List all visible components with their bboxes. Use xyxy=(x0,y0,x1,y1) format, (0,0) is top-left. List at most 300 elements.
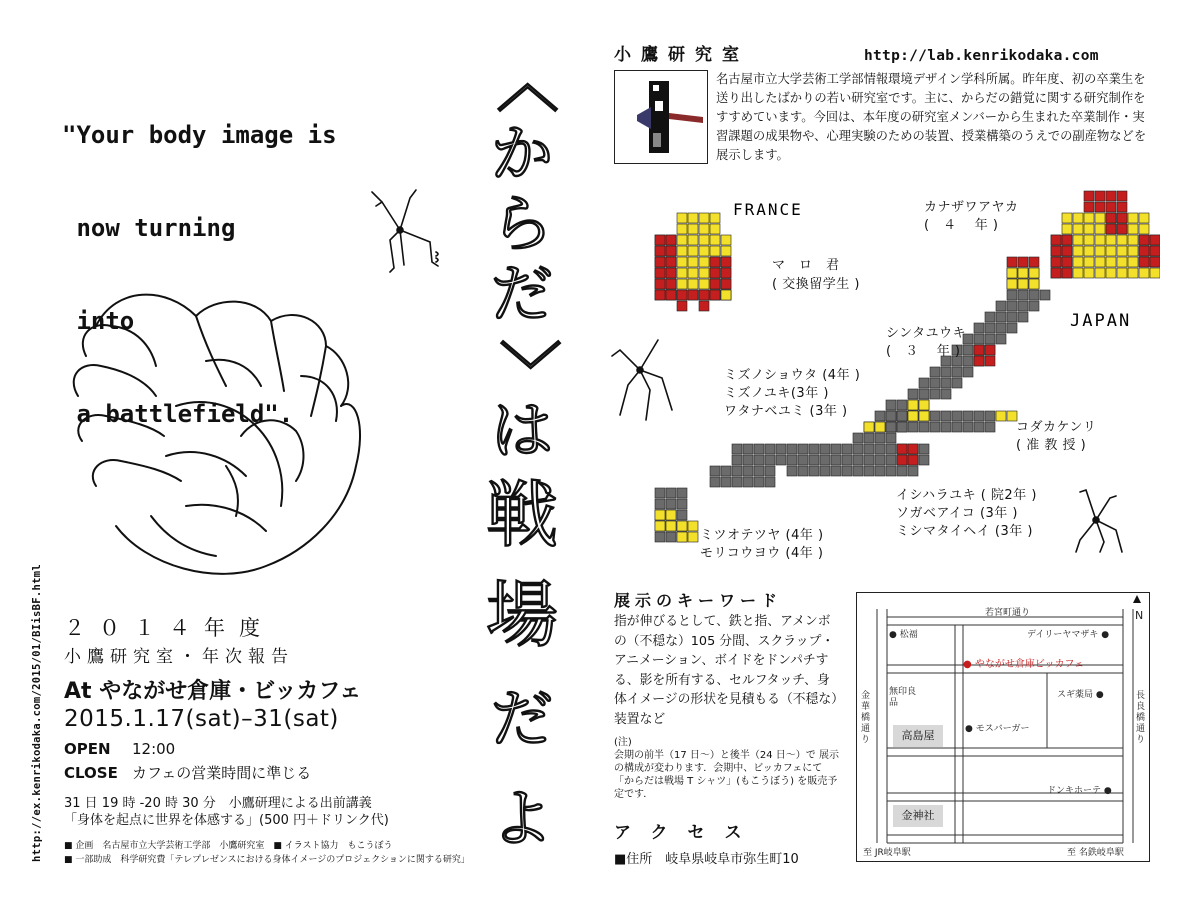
pixel-cell xyxy=(930,422,940,432)
pixel-cell xyxy=(655,279,665,289)
clasped-hands-illustration xyxy=(56,266,386,596)
pixel-cell xyxy=(1040,290,1050,300)
pixel-cell xyxy=(677,279,687,289)
pixel-cell xyxy=(1139,235,1149,245)
street-label: 金華橋通り xyxy=(861,691,871,745)
pixel-cell xyxy=(765,455,775,465)
pixel-cell xyxy=(875,466,885,476)
pixel-cell xyxy=(655,246,665,256)
pixel-cell xyxy=(996,312,1006,322)
year-title: ２０１４年度 xyxy=(64,616,274,640)
pixel-cell xyxy=(688,521,698,531)
side-url[interactable]: http://ex.kenrikodaka.com/2015/01/BIisBF.html xyxy=(31,564,43,862)
pixel-cell xyxy=(963,367,973,377)
pixel-cell xyxy=(677,290,687,300)
pixel-cell xyxy=(1051,268,1061,278)
title-char: 戦 xyxy=(485,473,559,557)
pixel-cell xyxy=(952,422,962,432)
pixel-cell xyxy=(1106,202,1116,212)
pixel-cell xyxy=(1095,191,1105,201)
pixel-cell xyxy=(853,444,863,454)
pixel-cell xyxy=(897,455,907,465)
pixel-cell xyxy=(699,290,709,300)
pixel-cell xyxy=(1018,312,1028,322)
pixel-cell xyxy=(721,257,731,267)
note-block xyxy=(614,736,842,801)
pixel-cell xyxy=(1117,235,1127,245)
pixel-cell xyxy=(886,466,896,476)
pixel-cell xyxy=(1117,213,1127,223)
pixel-cell xyxy=(1095,224,1105,234)
kinjinja-block: 金神社 xyxy=(893,805,943,827)
member-name: シンタユウキ xyxy=(886,326,967,341)
pixel-cell xyxy=(677,499,687,509)
pixel-cell xyxy=(710,246,720,256)
pixel-cell xyxy=(820,455,830,465)
member-pixel-map xyxy=(600,180,1160,570)
pixel-cell xyxy=(985,422,995,432)
pixel-cell xyxy=(919,378,929,388)
pixel-cell xyxy=(897,466,907,476)
pixel-cell xyxy=(985,312,995,322)
pixel-cell xyxy=(1007,312,1017,322)
pixel-cell xyxy=(1007,268,1017,278)
member-name: ミズノショウタ (4年 ) xyxy=(724,368,861,383)
pixel-cell xyxy=(787,455,797,465)
pixel-cell xyxy=(886,411,896,421)
lab-report-title: 小鷹研究室・年次報告 xyxy=(64,647,294,667)
pixel-cell xyxy=(1106,191,1116,201)
pixel-cell xyxy=(710,213,720,223)
pixel-cell xyxy=(1007,257,1017,267)
pixel-cell xyxy=(798,455,808,465)
pixel-cell xyxy=(1073,235,1083,245)
pixel-cell xyxy=(996,301,1006,311)
pixel-cell xyxy=(908,466,918,476)
pixel-cell xyxy=(1062,257,1072,267)
member-name: カナザワアヤカ xyxy=(924,200,1019,215)
pixel-cell xyxy=(919,400,929,410)
pixel-cell xyxy=(699,246,709,256)
pixel-cell xyxy=(908,389,918,399)
pixel-cell xyxy=(1139,213,1149,223)
pixel-cell xyxy=(666,521,676,531)
pixel-cell xyxy=(754,455,764,465)
pixel-cell xyxy=(1073,213,1083,223)
map-landmark: スギ薬局 ● xyxy=(1057,690,1104,700)
pixel-cell xyxy=(710,224,720,234)
title-char: だ xyxy=(490,682,554,755)
open-value: 12:00 xyxy=(132,740,176,758)
pixel-cell xyxy=(666,235,676,245)
pixel-cell xyxy=(765,466,775,476)
pixel-cell xyxy=(666,268,676,278)
pixel-cell xyxy=(677,246,687,256)
venue-title: At やながせ倉庫・ビッカフェ xyxy=(64,679,362,704)
pixel-cell xyxy=(1128,246,1138,256)
pixel-cell xyxy=(710,257,720,267)
pixel-cell xyxy=(1106,246,1116,256)
pixel-cell xyxy=(842,444,852,454)
pixel-cell xyxy=(875,422,885,432)
pixel-cell xyxy=(798,466,808,476)
note-label: (注) xyxy=(614,737,632,748)
pixel-cell xyxy=(908,400,918,410)
pixel-cell xyxy=(1117,257,1127,267)
pixel-cell xyxy=(699,235,709,245)
pixel-cell xyxy=(1062,213,1072,223)
pixel-cell xyxy=(1029,301,1039,311)
pixel-cell xyxy=(1128,235,1138,245)
pixel-cell xyxy=(732,444,742,454)
pixel-cell xyxy=(974,345,984,355)
stick-figure-illustration xyxy=(1076,490,1122,552)
map-landmark: ● 松福 xyxy=(889,630,918,640)
venue-marker[interactable]: ● やながせ倉庫ビッカフェ xyxy=(963,659,1085,670)
pixel-cell xyxy=(688,268,698,278)
pixel-cell xyxy=(1106,213,1116,223)
member-role: ( 准 教 授 ) xyxy=(1016,438,1087,453)
title-char: 〈 xyxy=(489,50,562,114)
pixel-cell xyxy=(1150,268,1160,278)
title-char: 〉 xyxy=(492,338,565,402)
pixel-cell xyxy=(897,444,907,454)
pixel-cell xyxy=(941,422,951,432)
title-char: は xyxy=(490,394,554,467)
pixel-cell xyxy=(1007,301,1017,311)
pixel-cell xyxy=(743,444,753,454)
pixel-cell xyxy=(1062,268,1072,278)
map-landmark: デイリーヤマザキ ● xyxy=(1027,630,1110,640)
stick-figure-illustration xyxy=(612,340,672,420)
pixel-cell xyxy=(765,444,775,454)
pixel-cell xyxy=(864,422,874,432)
pixel-cell xyxy=(1139,224,1149,234)
close-hours xyxy=(64,762,311,783)
pixel-cell xyxy=(743,466,753,476)
pixel-cell xyxy=(1128,268,1138,278)
pixel-cell xyxy=(743,477,753,487)
pixel-cell xyxy=(677,521,687,531)
pixel-cell xyxy=(941,411,951,421)
pixel-cell xyxy=(886,444,896,454)
exhibition-dates: 2015.1.17(sat)–31(sat) xyxy=(64,706,339,732)
member-name: コダカケンリ xyxy=(1016,420,1097,435)
keywords-body: 指が伸びるとして、鉄と指、アメンボの（不穏な）105 分間、スクラップ・アニメーション、ボイドをドンパチする、影を所有する、セルフタッチ、身体イメージの形状を見積もる（不穏な）装置など xyxy=(614,614,838,727)
pixel-cell xyxy=(666,279,676,289)
member-name: マ ロ 君 xyxy=(772,258,840,273)
pixel-cell xyxy=(688,257,698,267)
pixel-cell xyxy=(1150,246,1160,256)
north-indicator: N xyxy=(1135,609,1144,622)
pixel-cell xyxy=(974,411,984,421)
pixel-cell xyxy=(1029,279,1039,289)
pixel-cell xyxy=(1117,246,1127,256)
pixel-cell xyxy=(655,521,665,531)
open-hours xyxy=(64,740,175,758)
pixel-cell xyxy=(677,213,687,223)
pixel-cell xyxy=(1062,235,1072,245)
pixel-cell xyxy=(776,455,786,465)
pixel-cell xyxy=(1029,290,1039,300)
pixel-cell xyxy=(1084,191,1094,201)
pixel-cell xyxy=(721,466,731,476)
pixel-cell xyxy=(721,290,731,300)
pixel-cell xyxy=(710,290,720,300)
pixel-cell xyxy=(1117,191,1127,201)
pixel-cell xyxy=(688,279,698,289)
pixel-cell xyxy=(655,290,665,300)
pixel-cell xyxy=(974,356,984,366)
title-char: よ xyxy=(490,782,554,855)
pixel-cell xyxy=(655,488,665,498)
pixel-cell xyxy=(710,235,720,245)
pixel-cell xyxy=(974,323,984,333)
access-title: アクセス xyxy=(614,823,762,843)
pixel-cell xyxy=(985,356,995,366)
pixel-cell xyxy=(666,246,676,256)
pixel-cell xyxy=(1139,246,1149,256)
member-name: ミシマタイヘイ (3年 ) xyxy=(896,524,1033,539)
pixel-cell xyxy=(963,356,973,366)
pixel-cell xyxy=(666,290,676,300)
member-role: ( ４ 年 ) xyxy=(924,218,999,233)
pixel-cell xyxy=(842,455,852,465)
pixel-cell xyxy=(919,444,929,454)
pixel-cell xyxy=(688,224,698,234)
title-char: か xyxy=(490,117,554,190)
pixel-cell xyxy=(875,411,885,421)
member-name: モリコウヨウ (4年 ) xyxy=(700,546,824,561)
pixel-cell xyxy=(985,334,995,344)
takashimaya-block: 高島屋 xyxy=(893,725,943,747)
pixel-cell xyxy=(930,389,940,399)
pixel-cell xyxy=(985,345,995,355)
pixel-cell xyxy=(1084,268,1094,278)
pixel-cell xyxy=(1095,257,1105,267)
pixel-cell xyxy=(875,444,885,454)
pixel-cell xyxy=(864,444,874,454)
pixel-cell xyxy=(666,257,676,267)
pixel-cell xyxy=(1018,279,1028,289)
pixel-cell xyxy=(677,257,687,267)
pixel-cell xyxy=(787,444,797,454)
pixel-cell xyxy=(1051,257,1061,267)
street-label: 長良橋通り xyxy=(1136,691,1146,745)
pixel-cell xyxy=(1106,257,1116,267)
pixel-cell xyxy=(688,235,698,245)
pixel-cell xyxy=(842,466,852,476)
pixel-cell xyxy=(831,444,841,454)
close-value: カフェの営業時間に準じる xyxy=(132,764,312,782)
pixel-cell xyxy=(996,323,1006,333)
pixel-cell xyxy=(776,444,786,454)
pixel-cell xyxy=(1062,246,1072,256)
pixel-cell xyxy=(853,455,863,465)
pixel-cell xyxy=(809,466,819,476)
pixel-cell xyxy=(1007,290,1017,300)
pixel-cell xyxy=(699,257,709,267)
pixel-cell xyxy=(655,268,665,278)
pixel-cell xyxy=(1106,224,1116,234)
pixel-cell xyxy=(1095,268,1105,278)
pixel-cell xyxy=(809,444,819,454)
pixel-cell xyxy=(853,433,863,443)
pixel-cell xyxy=(710,466,720,476)
pixel-cell xyxy=(1128,213,1138,223)
street-label: 若宮町通り xyxy=(985,608,1031,618)
pixel-cell xyxy=(831,455,841,465)
pixel-cell xyxy=(677,510,687,520)
pixel-cell xyxy=(886,422,896,432)
pixel-cell xyxy=(996,411,1006,421)
pixel-cell xyxy=(1106,235,1116,245)
pixel-cell xyxy=(974,334,984,344)
pixel-cell xyxy=(930,378,940,388)
pixel-cell xyxy=(732,455,742,465)
pixel-cell xyxy=(919,389,929,399)
title-char: 場 xyxy=(485,573,559,657)
pixel-cell xyxy=(677,235,687,245)
pixel-cell xyxy=(1117,268,1127,278)
pixel-cell xyxy=(677,224,687,234)
pixel-cell xyxy=(1095,202,1105,212)
pixel-cell xyxy=(1007,279,1017,289)
pixel-cell xyxy=(897,400,907,410)
pixel-cell xyxy=(677,488,687,498)
lab-logo xyxy=(614,70,708,164)
pixel-cell xyxy=(655,510,665,520)
pixel-cell xyxy=(754,444,764,454)
pixel-cell xyxy=(699,224,709,234)
pixel-cell xyxy=(754,466,764,476)
pixel-cell xyxy=(974,422,984,432)
member-name: イシハラユキ ( 院2年 ) xyxy=(896,488,1037,503)
pixel-cell xyxy=(820,444,830,454)
pixel-cell xyxy=(710,268,720,278)
pixel-cell xyxy=(1029,257,1039,267)
pixel-cell xyxy=(886,400,896,410)
pixel-cell xyxy=(754,477,764,487)
pixel-cell xyxy=(1150,235,1160,245)
pixel-cell xyxy=(1018,268,1028,278)
pixel-cell xyxy=(721,235,731,245)
direction-label: 至 名鉄岐阜駅 xyxy=(1067,848,1124,858)
pixel-cell xyxy=(1095,235,1105,245)
pixel-cell xyxy=(941,378,951,388)
pixel-cell xyxy=(1073,268,1083,278)
pixel-cell xyxy=(666,488,676,498)
pixel-cell xyxy=(1062,224,1072,234)
pixel-cell xyxy=(688,213,698,223)
pixel-cell xyxy=(897,411,907,421)
lab-description: 名古屋市立大学芸術工学部情報環境デザイン学科所属。昨年度、初の卒業生を送り出したばかりの若い研究室です。主に、からだの錯覚に関する研究制作をすすめています。今回は、本年度の研究室メンバーから生まれた卒業制作・実習課題の成果物や、心理実験のための装置、授業構築のうえでの副産物などを展示します。 xyxy=(716,72,1147,162)
pixel-cell xyxy=(1073,246,1083,256)
map-landmark: ● モスバーガー xyxy=(965,724,1030,734)
pixel-cell xyxy=(963,345,973,355)
pixel-cell xyxy=(952,367,962,377)
pixel-cell xyxy=(886,433,896,443)
member-role: ( 交換留学生 ) xyxy=(772,277,860,292)
pixel-cell xyxy=(853,466,863,476)
pixel-cell xyxy=(1029,268,1039,278)
title-char: だ xyxy=(490,257,554,330)
pixel-cell xyxy=(1051,246,1061,256)
pixel-cell xyxy=(1018,290,1028,300)
pixel-cell xyxy=(655,499,665,509)
pixel-cell xyxy=(699,301,709,311)
pixel-cell xyxy=(985,411,995,421)
pixel-cell xyxy=(952,378,962,388)
pixel-cell xyxy=(732,466,742,476)
pixel-cell xyxy=(897,422,907,432)
pixel-cell xyxy=(666,499,676,509)
stick-figure-illustration xyxy=(360,180,450,280)
pixel-cell xyxy=(677,532,687,542)
lab-url[interactable]: http://lab.kenrikodaka.com xyxy=(864,48,1099,64)
pixel-cell xyxy=(1007,323,1017,333)
pixel-cell xyxy=(919,455,929,465)
address: ■住所 岐阜県岐阜市弥生町10 xyxy=(614,852,799,867)
pixel-cell xyxy=(743,455,753,465)
close-label: CLOSE xyxy=(64,764,118,782)
pixel-cell xyxy=(721,477,731,487)
pixel-cell xyxy=(1084,246,1094,256)
pixel-cell xyxy=(765,477,775,487)
pixel-cell xyxy=(1073,224,1083,234)
pixel-cell xyxy=(1139,257,1149,267)
pixel-cell xyxy=(919,411,929,421)
quote-line: into xyxy=(62,307,135,335)
pixel-cell xyxy=(1018,301,1028,311)
quote-line: now turning xyxy=(62,214,236,242)
note-text: 会期の前半（17 日～）と後半（24 日～）で 展示の構成が変わります．会期中、ビッカフェにて「からだは戦場 T シャツ」(もこうぼう) を販売予定です． xyxy=(614,750,839,800)
open-label: OPEN xyxy=(64,740,111,758)
pixel-cell xyxy=(1018,257,1028,267)
pixel-cell xyxy=(699,279,709,289)
quote-line: a battlefield". xyxy=(62,400,294,428)
pixel-cell xyxy=(908,444,918,454)
member-name: ワタナベユミ (3年 ) xyxy=(724,404,848,419)
pixel-cell xyxy=(721,279,731,289)
pixel-cell xyxy=(809,455,819,465)
pixel-cell xyxy=(677,301,687,311)
member-role: ( ３ 年 ) xyxy=(886,344,961,359)
pixel-cell xyxy=(1150,257,1160,267)
pixel-cell xyxy=(1095,213,1105,223)
member-name: ミツオテツヤ (4年 ) xyxy=(700,528,824,543)
lab-title: 小鷹研究室 xyxy=(614,45,749,65)
member-name: ソガベアイコ (3年 ) xyxy=(896,506,1018,521)
member-name: ミズノユキ(3年 ) xyxy=(724,386,829,401)
pixel-cell xyxy=(930,367,940,377)
pixel-cell xyxy=(1073,257,1083,267)
pixel-cell xyxy=(710,279,720,289)
pixel-cell xyxy=(732,477,742,487)
access-map xyxy=(856,592,1150,862)
pixel-cell xyxy=(864,455,874,465)
keywords-title: 展示のキーワード xyxy=(614,591,783,610)
pixel-cell xyxy=(688,246,698,256)
map-landmark: 無印良品 xyxy=(889,687,917,708)
pixel-cell xyxy=(919,422,929,432)
pixel-cell xyxy=(1084,202,1094,212)
pixel-cell xyxy=(886,455,896,465)
pixel-cell xyxy=(908,455,918,465)
pixel-cell xyxy=(688,532,698,542)
pixel-cell xyxy=(787,466,797,476)
pixel-cell xyxy=(1084,224,1094,234)
